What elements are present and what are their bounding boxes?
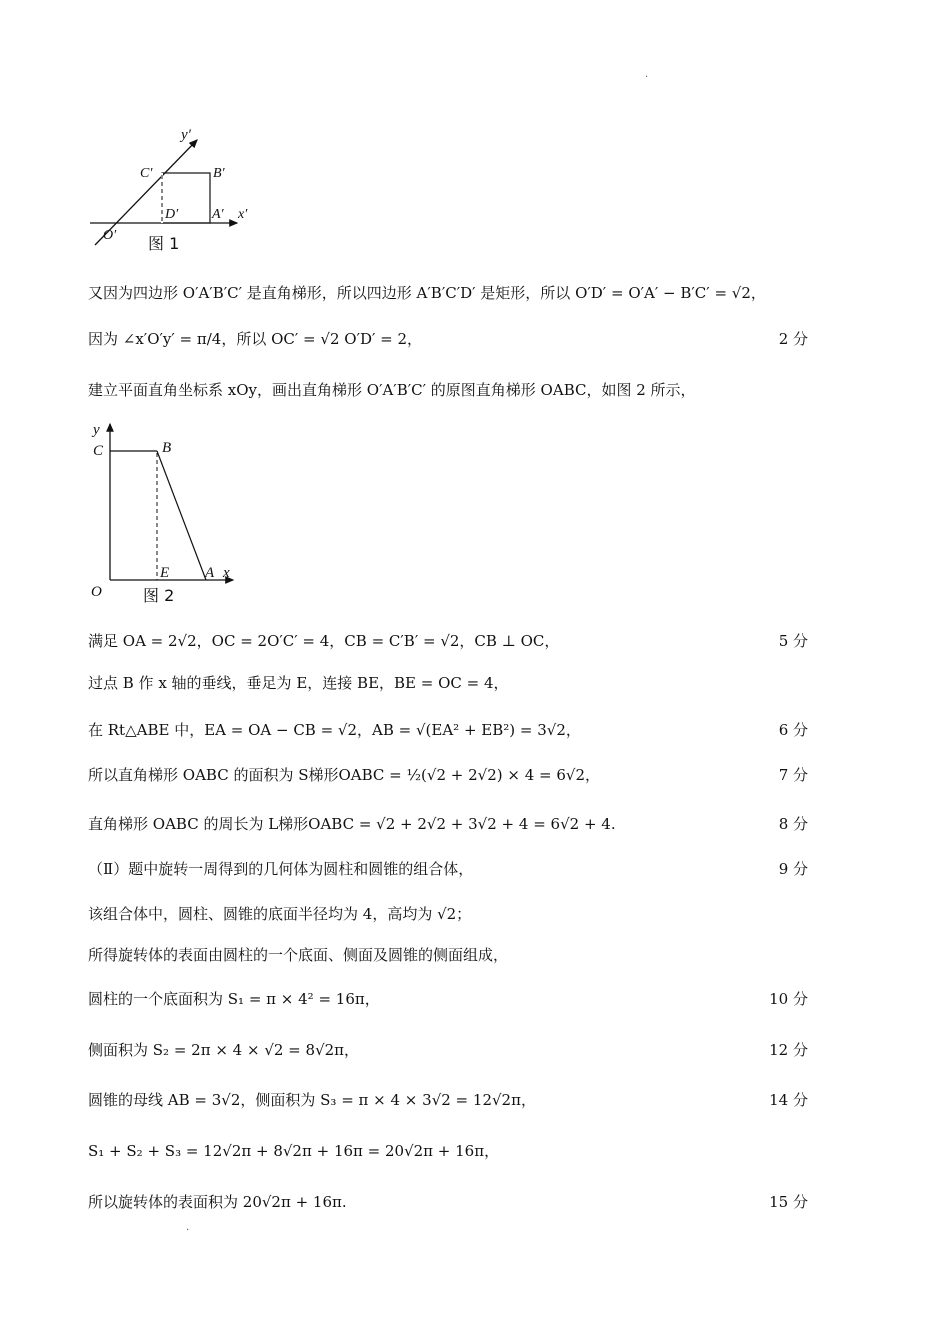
line-text: 直角梯形 OABC 的周长为 L梯形OABC = √2 + 2√2 + 3√2 + 4 = 6√2 + 4.	[88, 814, 616, 833]
label-y-prime: y′	[181, 127, 191, 143]
line-text: 所以直角梯形 OABC 的面积为 S梯形OABC = ½(√2 + 2√2) × 4 = 6√2，	[88, 765, 600, 784]
solution-line-15	[88, 1135, 808, 1165]
solution-line-12	[88, 983, 808, 1013]
score-label: 14 分	[769, 1090, 808, 1109]
line-text: 圆锥的母线 AB = 3√2，侧面积为 S₃ = π × 4 × 3√2 = 12√2π，	[88, 1090, 536, 1109]
label-e: E	[160, 565, 170, 581]
line-text: 所得旋转体的表面由圆柱的一个底面、侧面及圆锥的侧面组成，	[88, 945, 509, 964]
label-o: O	[91, 584, 102, 600]
line-text: 在 Rt△ABE 中，EA = OA − CB = √2，AB = √(EA² + EB²) = 3√2，	[88, 720, 581, 739]
label-b-prime: B′	[213, 166, 225, 181]
solution-line-7	[88, 759, 808, 789]
line-text: S₁ + S₂ + S₃ = 12√2π + 8√2π + 16π = 20√2π + 16π，	[88, 1141, 500, 1160]
line-text: 该组合体中，圆柱、圆锥的底面半径均为 4，高均为 √2；	[88, 904, 472, 923]
line-text: 圆柱的一个底面积为 S₁ = π × 4² = 16π，	[88, 989, 380, 1008]
line-text: 建立平面直角坐标系 xOy，画出直角梯形 O′A′B′C′ 的原图直角梯形 OABC，如图 2 所示，	[88, 380, 696, 399]
solution-line-9	[88, 853, 808, 883]
label-o-prime: O′	[103, 228, 117, 243]
label-y: y	[93, 422, 100, 438]
solution-line-1	[88, 277, 808, 307]
score-label: 5 分	[778, 631, 808, 650]
label-a-prime: A′	[212, 207, 224, 222]
score-label: 2 分	[778, 329, 808, 348]
score-label: 6 分	[778, 720, 808, 739]
line-text: 又因为四边形 O′A′B′C′ 是直角梯形，所以四边形 A′B′C′D′ 是矩形，所以 O′D′ = O′A′ − B′C′ = √2，	[88, 283, 766, 302]
label-b: B	[162, 440, 172, 456]
label-x-prime: x′	[238, 207, 248, 222]
figure-1-caption: 图 1	[148, 234, 180, 253]
score-label: 12 分	[769, 1040, 808, 1059]
solution-line-11	[88, 939, 808, 969]
score-label: 10 分	[769, 989, 808, 1008]
solution-line-10	[88, 898, 808, 928]
solution-line-8	[88, 808, 808, 838]
label-c-prime: C′	[140, 166, 153, 181]
solution-line-3	[88, 374, 808, 404]
score-label: 7 分	[778, 765, 808, 784]
score-label: 9 分	[778, 859, 808, 878]
label-x: x	[223, 565, 230, 581]
label-d-prime: D′	[165, 207, 179, 222]
figure-2	[85, 418, 245, 608]
line-text: 过点 B 作 x 轴的垂线，垂足为 E，连接 BE，BE = OC = 4，	[88, 673, 509, 692]
solution-line-6	[88, 714, 808, 744]
score-label: 15 分	[769, 1192, 808, 1211]
line-text: 侧面积为 S₂ = 2π × 4 × √2 = 8√2π，	[88, 1040, 360, 1059]
figure-2-caption: 图 2	[143, 586, 175, 605]
line-text: 因为 ∠x′O′y′ = π/4，所以 OC′ = √2 O′D′ = 2，	[88, 329, 423, 348]
stray-dot-bottom: ·	[186, 1225, 190, 1236]
figure-1	[85, 125, 265, 257]
solution-line-2	[88, 323, 808, 353]
segment-b-a	[157, 451, 206, 580]
solution-line-4	[88, 625, 808, 655]
solution-line-5	[88, 667, 808, 697]
line-text: 所以旋转体的表面积为 20√2π + 16π.	[88, 1192, 347, 1211]
solution-line-14	[88, 1084, 808, 1114]
score-label: 8 分	[778, 814, 808, 833]
label-a: A	[205, 565, 215, 581]
solution-line-16	[88, 1186, 808, 1216]
line-text: 满足 OA = 2√2，OC = 2O′C′ = 4，CB = C′B′ = √2，CB ⊥ OC，	[88, 631, 560, 650]
label-c: C	[93, 443, 104, 459]
solution-line-13	[88, 1034, 808, 1064]
stray-dot-top: ·	[645, 72, 649, 83]
line-text: （Ⅱ）题中旋转一周得到的几何体为圆柱和圆锥的组合体，	[88, 859, 474, 878]
